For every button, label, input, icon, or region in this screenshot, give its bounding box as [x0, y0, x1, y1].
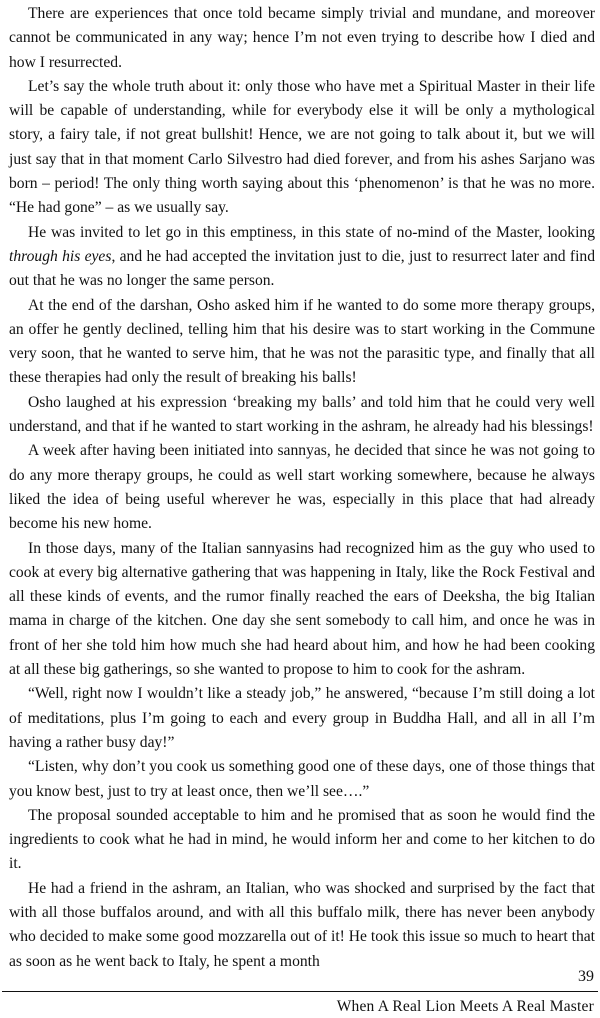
body-text [9, 2, 595, 974]
paragraph: In those days, many of the Italian sannyasins had recognized him as the guy who used to cook at every big alternative gathering that was happening in Italy, like the Rock Festival and all these kinds of events, and the rumor finally reached the ears of Deeksha, the big Italian mama in charge of the kitchen. One day she sent somebody to call him, and once he was in front of her she told him how much she had heard about him, and how he had been cooking at all these big gatherings, so she wanted to propose to him to cook for the ashram. [9, 539, 595, 679]
paragraph: There are experiences that once told became simply trivial and mundane, and moreover cannot be communicated in any way; hence I’m not even trying to describe how I died and how I resurrected. [9, 5, 595, 71]
footer-divider [2, 991, 598, 992]
paragraph: He was invited to let go in this emptiness, in this state of no-mind of the Master, looking through his eyes, and he had accepted the invitation just to die, just to resurrect later and find out that he was no longer the same person. [9, 223, 595, 290]
paragraph: “Well, right now I wouldn’t like a steady job,” he answered, “because I’m still doing a lot of meditations, plus I’m going to each and every group in Buddha Hall, and all in all I’m having a rather busy day!” [9, 685, 595, 751]
paragraph: Let’s say the whole truth about it: only those who have met a Spiritual Master in their life will be capable of understanding, while for everybody else it will be only a mythological story, a fairy tale, if not great bullshit! Hence, we are not going to talk about it, but we will just say that in that moment Carlo Silvestro had died forever, and from his ashes Sarjano was born – period! The only thing worth saying about this ‘phenomenon’ is that he was no more. “He had gone” – as we usually say. [9, 77, 595, 217]
italic-emphasis: through his eyes [9, 247, 112, 265]
page-number: 39 [578, 968, 594, 985]
running-footer-title: When A Real Lion Meets A Real Master [336, 998, 594, 1015]
paragraph: “Listen, why don’t you cook us something good one of these days, one of those things that you know best, just to try at least once, then we’ll see….” [9, 758, 595, 800]
paragraph: A week after having been initiated into sannyas, he decided that since he was not going to do any more therapy groups, he could as well start working somewhere, because he always liked the idea of being useful wherever he was, especially in this place that had already become his new home. [9, 442, 595, 533]
paragraph: At the end of the darshan, Osho asked him if he wanted to do some more therapy groups, an offer he gently declined, telling him that his desire was to start working in the Commune very soon, that he wanted to serve him, that he was not the parasitic type, and finally that all these therapies had only the result of breaking his balls! [9, 296, 595, 387]
paragraph: He had a friend in the ashram, an Italian, who was shocked and surprised by the fact that with all those buffalos around, and with all this buffalo milk, there has never been anybody who decided to make some good mozzarella out of it! He took this issue so much to heart that as soon as he went back to Italy, he spent a month [9, 879, 595, 970]
paragraph: Osho laughed at his expression ‘breaking my balls’ and told him that he could very well understand, and that if he wanted to start working in the ashram, he already had his blessings! [9, 393, 595, 436]
paragraph: The proposal sounded acceptable to him and he promised that as soon he would find the ingredients to cook what he had in mind, he would inform her and come to her kitchen to do it. [9, 806, 595, 873]
